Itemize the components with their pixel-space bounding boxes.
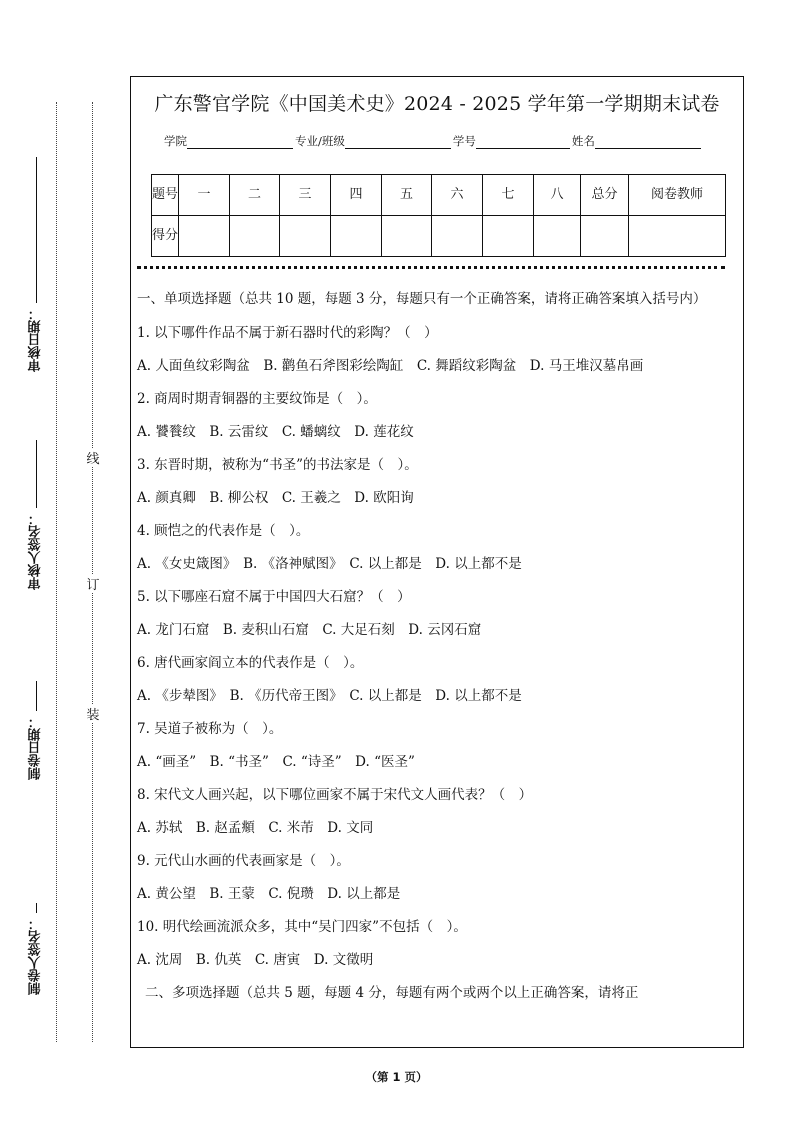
question-6-options: A. 《步辇图》 B. 《历代帝王图》 C. 以上都是 D. 以上都不是 xyxy=(137,688,522,704)
field-college-blank[interactable] xyxy=(187,136,293,149)
score-cell-6[interactable] xyxy=(432,216,483,257)
compile-date-line xyxy=(35,681,37,711)
question-1-options: A. 人面鱼纹彩陶盆 B. 鹳鱼石斧图彩绘陶缸 C. 舞蹈纹彩陶盆 D. 马王堆汉墓帛画 xyxy=(137,358,644,374)
question-3: 3. 东晋时期，被称为“书圣”的书法家是（ ）。 xyxy=(137,457,418,473)
review-date-line xyxy=(35,157,37,303)
header-cell-grader: 阅卷教师 xyxy=(629,175,726,216)
question-1: 1. 以下哪件作品不属于新石器时代的彩陶？（ ） xyxy=(137,325,438,341)
student-info-row xyxy=(164,133,703,149)
score-table-header-row xyxy=(152,175,726,216)
field-name-blank[interactable] xyxy=(595,136,701,149)
score-table-score-row xyxy=(152,216,726,257)
section2-heading: 二、多项选择题（总共 5 题，每题 4 分，每题有两个或两个以上正确答案，请将正 xyxy=(145,985,639,1001)
exam-title: 广东警官学院《中国美术史》2024 - 2025 学年第一学期期末试卷 xyxy=(154,93,720,115)
cut-mark-install: 装 xyxy=(86,704,100,723)
compiler-signature-text: 制卷人签名： xyxy=(28,917,44,995)
question-5-options: A. 龙门石窟 B. 麦积山石窟 C. 大足石刻 D. 云冈石窟 xyxy=(137,622,482,638)
question-10: 10. 明代绘画流派众多，其中“吴门四家”不包括（ ）。 xyxy=(137,919,467,935)
score-cell-total[interactable] xyxy=(581,216,629,257)
section1-heading: 一、单项选择题（总共 10 题，每题 3 分，每题只有一个正确答案，请将正确答案填入括号内） xyxy=(137,291,707,307)
reviewer-signature-line xyxy=(35,440,37,508)
question-9: 9. 元代山水画的代表画家是（ ）。 xyxy=(137,853,350,869)
score-cell-grader[interactable] xyxy=(629,216,726,257)
page-number: （第 1 页） xyxy=(365,1070,428,1084)
question-9-options: A. 黄公望 B. 王蒙 C. 倪瓒 D. 以上都是 xyxy=(137,886,401,902)
field-id-blank[interactable] xyxy=(476,136,570,149)
question-6: 6. 唐代画家阎立本的代表作是（ ）。 xyxy=(137,655,364,671)
cut-mark-line: 线 xyxy=(86,448,100,467)
header-cell-4: 四 xyxy=(331,175,382,216)
field-college-label: 学院 xyxy=(164,134,187,148)
compile-date-text: 制卷日期： xyxy=(28,715,44,780)
compiler-signature-line xyxy=(35,903,37,913)
header-cell-6: 六 xyxy=(432,175,483,216)
score-cell-8[interactable] xyxy=(534,216,581,257)
question-3-options: A. 颜真卿 B. 柳公权 C. 王羲之 D. 欧阳询 xyxy=(137,490,414,506)
field-major-label: 专业/班级 xyxy=(295,134,345,148)
compiler-signature-label xyxy=(22,900,50,995)
question-4-options: A. 《女史箴图》 B. 《洛神赋图》 C. 以上都是 D. 以上都不是 xyxy=(137,556,522,572)
header-cell-total: 总分 xyxy=(581,175,629,216)
score-cell-4[interactable] xyxy=(331,216,382,257)
field-id-label: 学号 xyxy=(452,134,476,148)
score-cell-5[interactable] xyxy=(382,216,432,257)
question-2: 2. 商周时期青铜器的主要纹饰是（ ）。 xyxy=(137,391,377,407)
header-cell-2: 二 xyxy=(230,175,280,216)
header-cell-7: 七 xyxy=(483,175,534,216)
binding-dotted-line-left xyxy=(56,102,57,1042)
binding-dotted-line-right xyxy=(92,102,93,1042)
header-cell-8: 八 xyxy=(534,175,581,216)
exam-content xyxy=(137,289,739,1003)
question-5: 5. 以下哪座石窟不属于中国四大石窟？（ ） xyxy=(137,589,411,605)
header-cell-5: 五 xyxy=(382,175,432,216)
question-10-options: A. 沈周 B. 仇英 C. 唐寅 D. 文徵明 xyxy=(137,952,374,968)
exam-frame xyxy=(130,76,744,1048)
question-7-options: A. “画圣” B. “书圣” C. “诗圣” D. “医圣” xyxy=(137,754,415,770)
score-cell-3[interactable] xyxy=(280,216,331,257)
header-cell-3: 三 xyxy=(280,175,331,216)
question-7: 7. 吴道子被称为（ ）。 xyxy=(137,721,283,737)
review-date-text: 审核日期： xyxy=(28,307,44,372)
score-row-label: 得分 xyxy=(152,216,179,257)
score-table xyxy=(151,174,726,257)
reviewer-signature-text: 审核人签名： xyxy=(28,512,44,590)
binding-margin xyxy=(0,0,125,1122)
question-2-options: A. 饕餮纹 B. 云雷纹 C. 蟠螭纹 D. 莲花纹 xyxy=(137,424,414,440)
score-cell-7[interactable] xyxy=(483,216,534,257)
score-cell-1[interactable] xyxy=(179,216,230,257)
question-4: 4. 顾恺之的代表作是（ ）。 xyxy=(137,523,310,539)
header-cell-number: 题号 xyxy=(152,175,179,216)
cut-mark-bind: 订 xyxy=(86,574,100,593)
header-cell-1: 一 xyxy=(179,175,230,216)
field-major-blank[interactable] xyxy=(345,136,451,149)
field-name-label: 姓名 xyxy=(571,134,595,148)
dotted-separator xyxy=(137,266,725,269)
question-8: 8. 宋代文人画兴起，以下哪位画家不属于宋代文人画代表？（ ） xyxy=(137,787,533,803)
reviewer-signature-label xyxy=(22,440,50,590)
question-8-options: A. 苏轼 B. 赵孟頫 C. 米芾 D. 文同 xyxy=(137,820,374,836)
compile-date-label xyxy=(22,675,50,780)
review-date-label xyxy=(22,157,50,372)
score-cell-2[interactable] xyxy=(230,216,280,257)
